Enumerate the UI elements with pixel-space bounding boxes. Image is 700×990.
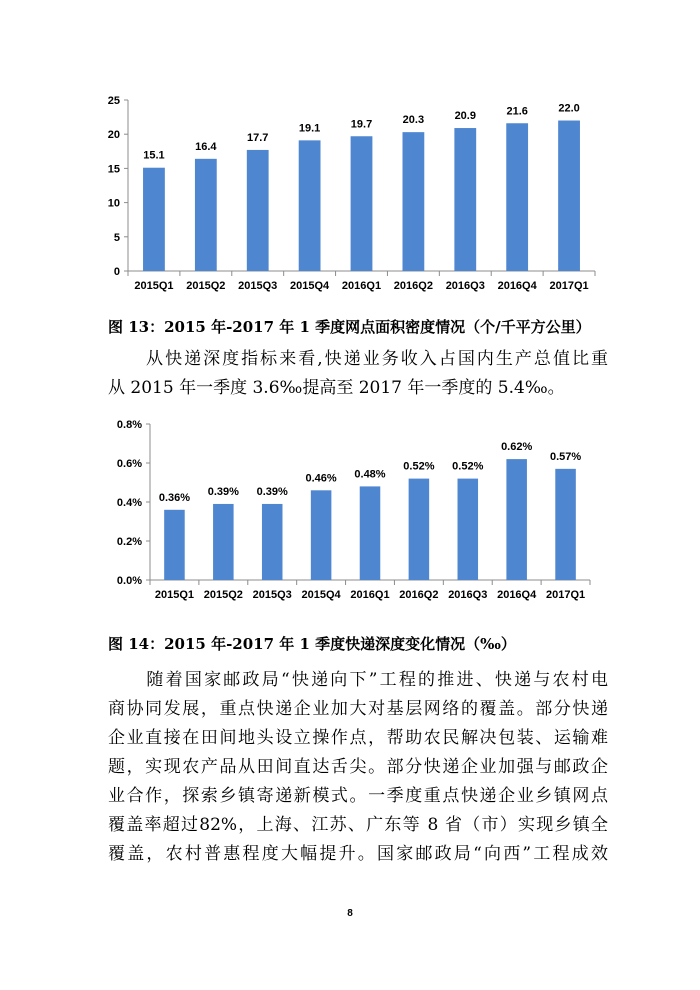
paragraph-line: 商协同发展，重点快递企业加大对基层网络的覆盖。部分快递: [108, 699, 608, 719]
x-tick-label: 2015Q3: [238, 280, 278, 292]
y-tick-label: 20: [107, 129, 120, 142]
data-label: 0.48%: [354, 468, 386, 481]
figure-14-caption: 图 14：2015 年-2017 年 1 季度快递深度变化情况（‰）: [108, 635, 516, 653]
bar: [458, 479, 479, 580]
data-label: 0.36%: [158, 491, 191, 504]
x-tick-label: 2017Q1: [545, 589, 586, 601]
paragraph-rural-coverage: [108, 666, 608, 869]
x-tick-label: 2015Q1: [134, 280, 174, 292]
x-tick-label: 2016Q4: [497, 589, 537, 601]
data-label: 0.62%: [501, 441, 533, 454]
paragraph-line: 从快递深度指标来看,快递业务收入占国内生产总值比重: [108, 349, 608, 369]
bar: [555, 469, 576, 580]
x-tick-label: 2016Q1: [350, 589, 390, 601]
x-tick-label: 2016Q3: [448, 589, 488, 601]
paragraph-line: 企业直接在田间地头设立操作点，帮助农民解决包装、运输难: [108, 728, 608, 748]
x-tick-label: 2015Q4: [290, 280, 330, 292]
data-label: 17.7: [247, 131, 269, 144]
paragraph-line: 覆盖率超过82%，上海、江苏、广东等 8 省（市）实现乡镇全: [108, 815, 608, 835]
y-tick-label: 0.8%: [116, 419, 142, 431]
data-label: 19.7: [350, 118, 373, 131]
data-label: 0.46%: [305, 472, 337, 485]
y-tick-label: 0.0%: [116, 575, 142, 587]
x-tick-label: 2015Q1: [154, 589, 195, 601]
x-tick-label: 2015Q2: [203, 589, 243, 601]
data-label: 19.1: [298, 122, 321, 135]
x-tick-label: 2016Q1: [341, 280, 382, 292]
x-tick-label: 2015Q2: [186, 280, 226, 292]
y-tick-label: 25: [107, 95, 120, 107]
x-tick-label: 2016Q3: [445, 280, 485, 292]
y-tick-label: 0.6%: [116, 458, 142, 470]
y-tick-label: 10: [107, 197, 120, 210]
paragraph-line: 业合作，探索乡镇寄递新模式。一季度重点快递企业乡镇网点: [108, 786, 608, 806]
data-label: 22.0: [558, 102, 580, 115]
bar: [311, 490, 332, 580]
paragraph-line: 随着国家邮政局“快递向下”工程的推进、快递与农村电: [108, 670, 608, 690]
y-tick-label: 15: [107, 163, 120, 176]
x-tick-label: 2016Q2: [393, 280, 433, 292]
x-tick-label: 2017Q1: [549, 280, 589, 292]
y-tick-label: 0: [113, 266, 120, 278]
y-tick-label: 0.4%: [116, 497, 142, 509]
bar: [506, 459, 527, 580]
x-tick-label: 2015Q4: [301, 589, 341, 601]
paragraph-line: 题，实现农产品从田间直达舌尖。部分快递企业加强与邮政企: [108, 757, 608, 777]
bar: [262, 504, 283, 580]
data-label: 20.9: [454, 110, 476, 123]
paragraph-line: 覆盖，农村普惠程度大幅提升。国家邮政局“向西”工程成效: [108, 844, 608, 864]
data-label: 15.1: [143, 149, 165, 162]
data-label: 0.39%: [207, 485, 239, 498]
data-label: 0.52%: [403, 460, 435, 473]
bar: [360, 486, 381, 580]
paragraph-line: 从 2015 年一季度 3.6‰提高至 2017 年一季度的 5.4‰。: [108, 378, 565, 398]
bar: [164, 510, 185, 580]
page-number: 8: [347, 908, 353, 919]
data-label: 21.6: [506, 105, 528, 118]
x-tick-label: 2015Q3: [252, 589, 292, 601]
bar: [213, 504, 234, 580]
bar: [409, 479, 430, 580]
data-label: 16.4: [195, 140, 217, 153]
data-label: 0.57%: [549, 450, 582, 463]
figure-13-caption: 图 13：2015 年-2017 年 1 季度网点面积密度情况（个/千平方公里）: [108, 318, 591, 336]
data-label: 20.3: [402, 114, 425, 127]
x-tick-label: 2016Q2: [399, 589, 439, 601]
data-label: 0.39%: [256, 485, 288, 498]
y-tick-label: 5: [113, 231, 120, 244]
y-tick-label: 0.2%: [116, 536, 142, 548]
x-tick-label: 2016Q4: [497, 280, 537, 292]
data-label: 0.52%: [452, 460, 484, 473]
